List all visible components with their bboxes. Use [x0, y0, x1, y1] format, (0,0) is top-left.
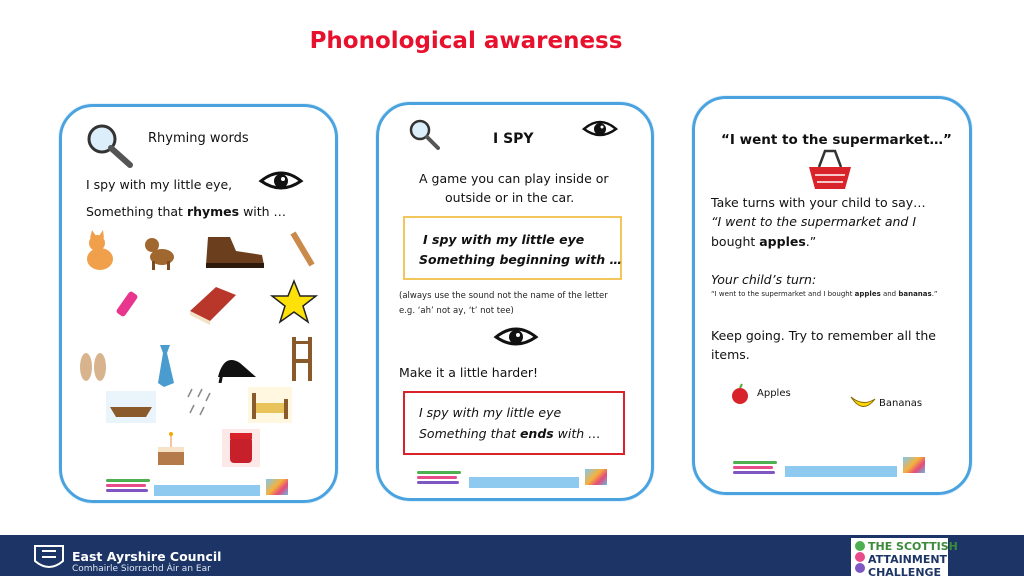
i-spy-card — [376, 102, 654, 501]
box1-line2: Something beginning with … — [419, 252, 622, 267]
box2-line2: Something that ends with … — [419, 426, 601, 441]
magnifying-glass-icon — [407, 117, 441, 151]
sac-line1: THE SCOTTISH — [868, 540, 958, 553]
box2-line1: I spy with my little eye — [419, 405, 562, 420]
spy-beginning-box — [403, 216, 622, 280]
rain-icon — [180, 385, 220, 425]
card2-intro2: outside or in the car. — [445, 190, 575, 205]
sac-line3: CHALLENGE — [868, 566, 942, 579]
rhyming-words-card — [59, 104, 338, 503]
boat-icon — [106, 391, 156, 423]
highlighter-icon — [112, 285, 146, 323]
eye-icon — [581, 117, 619, 141]
spy-ends-box — [403, 391, 625, 455]
card2-harder: Make it a little harder! — [399, 365, 539, 380]
card2-intro1: A game you can play inside or — [419, 171, 609, 186]
card3-p1-line2: “I went to the supermarket and I — [711, 214, 917, 229]
card1-line2: Something that rhymes with … — [86, 204, 287, 219]
sac-line2: ATTAINMENT — [868, 553, 948, 566]
attainment-logo — [106, 479, 150, 497]
banana-icon — [849, 393, 877, 413]
slt-logo-tile — [585, 469, 607, 485]
cat-icon — [80, 229, 118, 273]
council-name: East Ayrshire Council — [72, 549, 222, 564]
slt-logo-tile — [266, 479, 288, 495]
council-gaelic-name: Comhairle Siorrachd Àir an Ear — [72, 564, 211, 574]
feet-icon — [76, 347, 110, 385]
chair-icon — [286, 335, 318, 383]
boot-icon — [202, 231, 268, 271]
slt-logo-tile — [903, 457, 925, 473]
card3-keep-line2: items. — [711, 347, 750, 362]
supermarket-card — [692, 96, 972, 495]
apples-label: Apples — [757, 388, 791, 399]
attainment-dots-icon — [853, 540, 867, 574]
card3-turn-line: “I went to the supermarket and I bought apples and bananas.” — [711, 290, 938, 298]
attainment-logo — [417, 471, 461, 489]
star-icon — [270, 279, 318, 325]
card1-line1: I spy with my little eye, — [86, 177, 233, 192]
slt-banner — [469, 477, 579, 488]
card3-turn-heading: Your child’s turn: — [711, 272, 817, 287]
apple-icon — [729, 383, 751, 405]
slt-banner — [154, 485, 260, 496]
book-icon — [182, 281, 240, 327]
slt-banner — [785, 466, 897, 477]
card3-p1-line3: bought apples.” — [711, 234, 817, 249]
shoe-icon — [214, 343, 260, 383]
attainment-logo — [733, 461, 777, 479]
peg-icon — [288, 229, 318, 269]
card3-keep-line1: Keep going. Try to remember all the — [711, 328, 936, 343]
box1-line1: I spy with my little eye — [423, 232, 585, 247]
magnifying-glass-icon — [84, 121, 136, 169]
card2-note2: e.g. ‘ah’ not ay, ‘t’ not tee) — [399, 306, 514, 316]
scottish-attainment-challenge-logo — [851, 538, 958, 579]
card2-note1: (always use the sound not the name of the letter — [399, 291, 608, 301]
basket-icon — [805, 149, 855, 193]
card2-heading: I SPY — [493, 131, 534, 147]
card1-heading: Rhyming words — [148, 131, 249, 146]
tie-icon — [150, 343, 180, 387]
bed-icon — [248, 387, 292, 423]
cake-icon — [154, 429, 188, 469]
eye-icon — [258, 167, 304, 195]
bananas-label: Bananas — [879, 398, 923, 409]
eye-icon — [493, 323, 539, 351]
dog-icon — [142, 233, 180, 271]
card3-heading: “I went to the supermarket…” — [721, 132, 952, 148]
page-title: Phonological awareness — [309, 28, 623, 54]
jam-icon — [222, 429, 260, 467]
card3-p1-line1: Take turns with your child to say… — [711, 195, 926, 210]
council-crest-icon — [32, 543, 66, 573]
